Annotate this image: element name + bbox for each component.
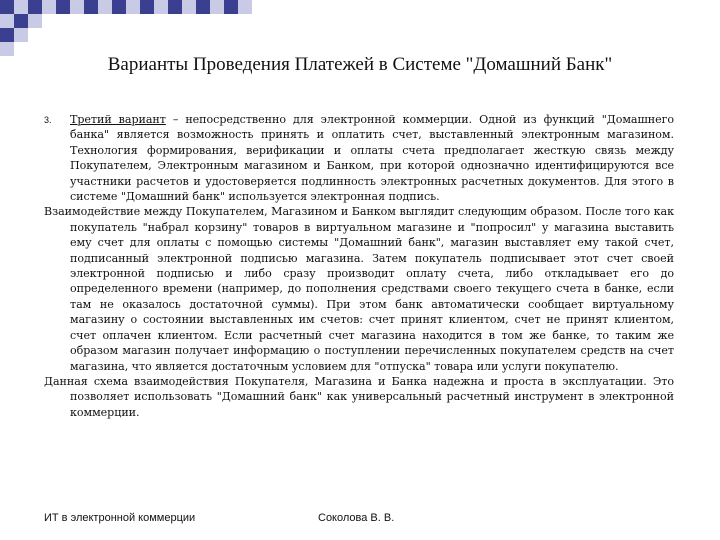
deco-square: [14, 0, 28, 14]
deco-square: [28, 0, 42, 14]
item-number: 3.: [44, 115, 52, 125]
deco-square: [0, 14, 14, 28]
deco-square: [168, 0, 182, 14]
deco-square: [154, 0, 168, 14]
deco-square: [238, 0, 252, 14]
deco-square: [28, 14, 42, 28]
deco-square: [182, 0, 196, 14]
deco-square: [126, 0, 140, 14]
deco-square: [140, 0, 154, 14]
paragraph-1-text: – непосредственно для электронной коммерции. Одной из функций "Домашнего банка" является возможность принять и оплатить счет, выставленный электронным магазином. Технология формирования, верификации и оплаты счета предполагает жесткую связь между Покупателем, Электронным магазином и Банком, при которой однозначно идентифицируются все участники расчетов и удостоверяется подлинность электронных расчетных документов. Для этого в системе "Домашний банк" используется электронная подпись.: [70, 113, 674, 204]
deco-square: [0, 28, 14, 42]
deco-square: [112, 0, 126, 14]
deco-square: [56, 0, 70, 14]
slide-title: Варианты Проведения Платежей в Системе "Домашний Банк": [107, 54, 613, 75]
deco-square: [70, 0, 84, 14]
paragraph-1: [44, 112, 674, 204]
deco-square: [14, 14, 28, 28]
deco-square: [224, 0, 238, 14]
deco-square: [98, 0, 112, 14]
deco-square: [42, 0, 56, 14]
deco-square: [84, 0, 98, 14]
decorative-squares: [0, 0, 260, 50]
deco-square: [14, 28, 28, 42]
third-variant-link[interactable]: Третий вариант: [70, 113, 166, 126]
deco-square: [0, 0, 14, 14]
paragraph-3: Данная схема взаимодействия Покупателя, Магазина и Банка надежна и проста в эксплуатации. Это позволяет использовать "Домашний банк" как универсальный расчетный инструмент в электронной коммерции.: [44, 374, 674, 419]
deco-square: [196, 0, 210, 14]
footer-course-title: ИТ в электронной коммерции: [44, 512, 196, 524]
slide-body: [44, 112, 674, 420]
deco-square: [210, 0, 224, 14]
footer-author: Соколова В. В.: [318, 512, 395, 524]
paragraph-2: Взаимодействие между Покупателем, Магазином и Банком выглядит следующим образом. После того как покупатель "набрал корзину" товаров в виртуальном магазине и "попросил" у магазина выставить ему счет для оплаты с помощью системы "Домашний банк", магазин выставляет ему такой счет, подписанный электронной подписью магазина. Затем покупатель подписывает этот счет своей электронной подписью и либо сразу производит оплату счета, либо откладывает его до определенного времени (например, до пополнения средствами своего текущего счета в банке, если там не оказалось достаточной суммы). При этом банк автоматически сообщает виртуальному магазину о состоянии выставленных им счетов: счет принят клиентом, счет не принят клиентом, счет оплачен клиентом. Если расчетный счет магазина находится в том же банке, то таким же образом магазин получает информацию о поступлении перечисленных покупателем средств на счет магазина, что является достаточным условием для "отпуска" товара или услуги покупателю.: [44, 205, 674, 373]
